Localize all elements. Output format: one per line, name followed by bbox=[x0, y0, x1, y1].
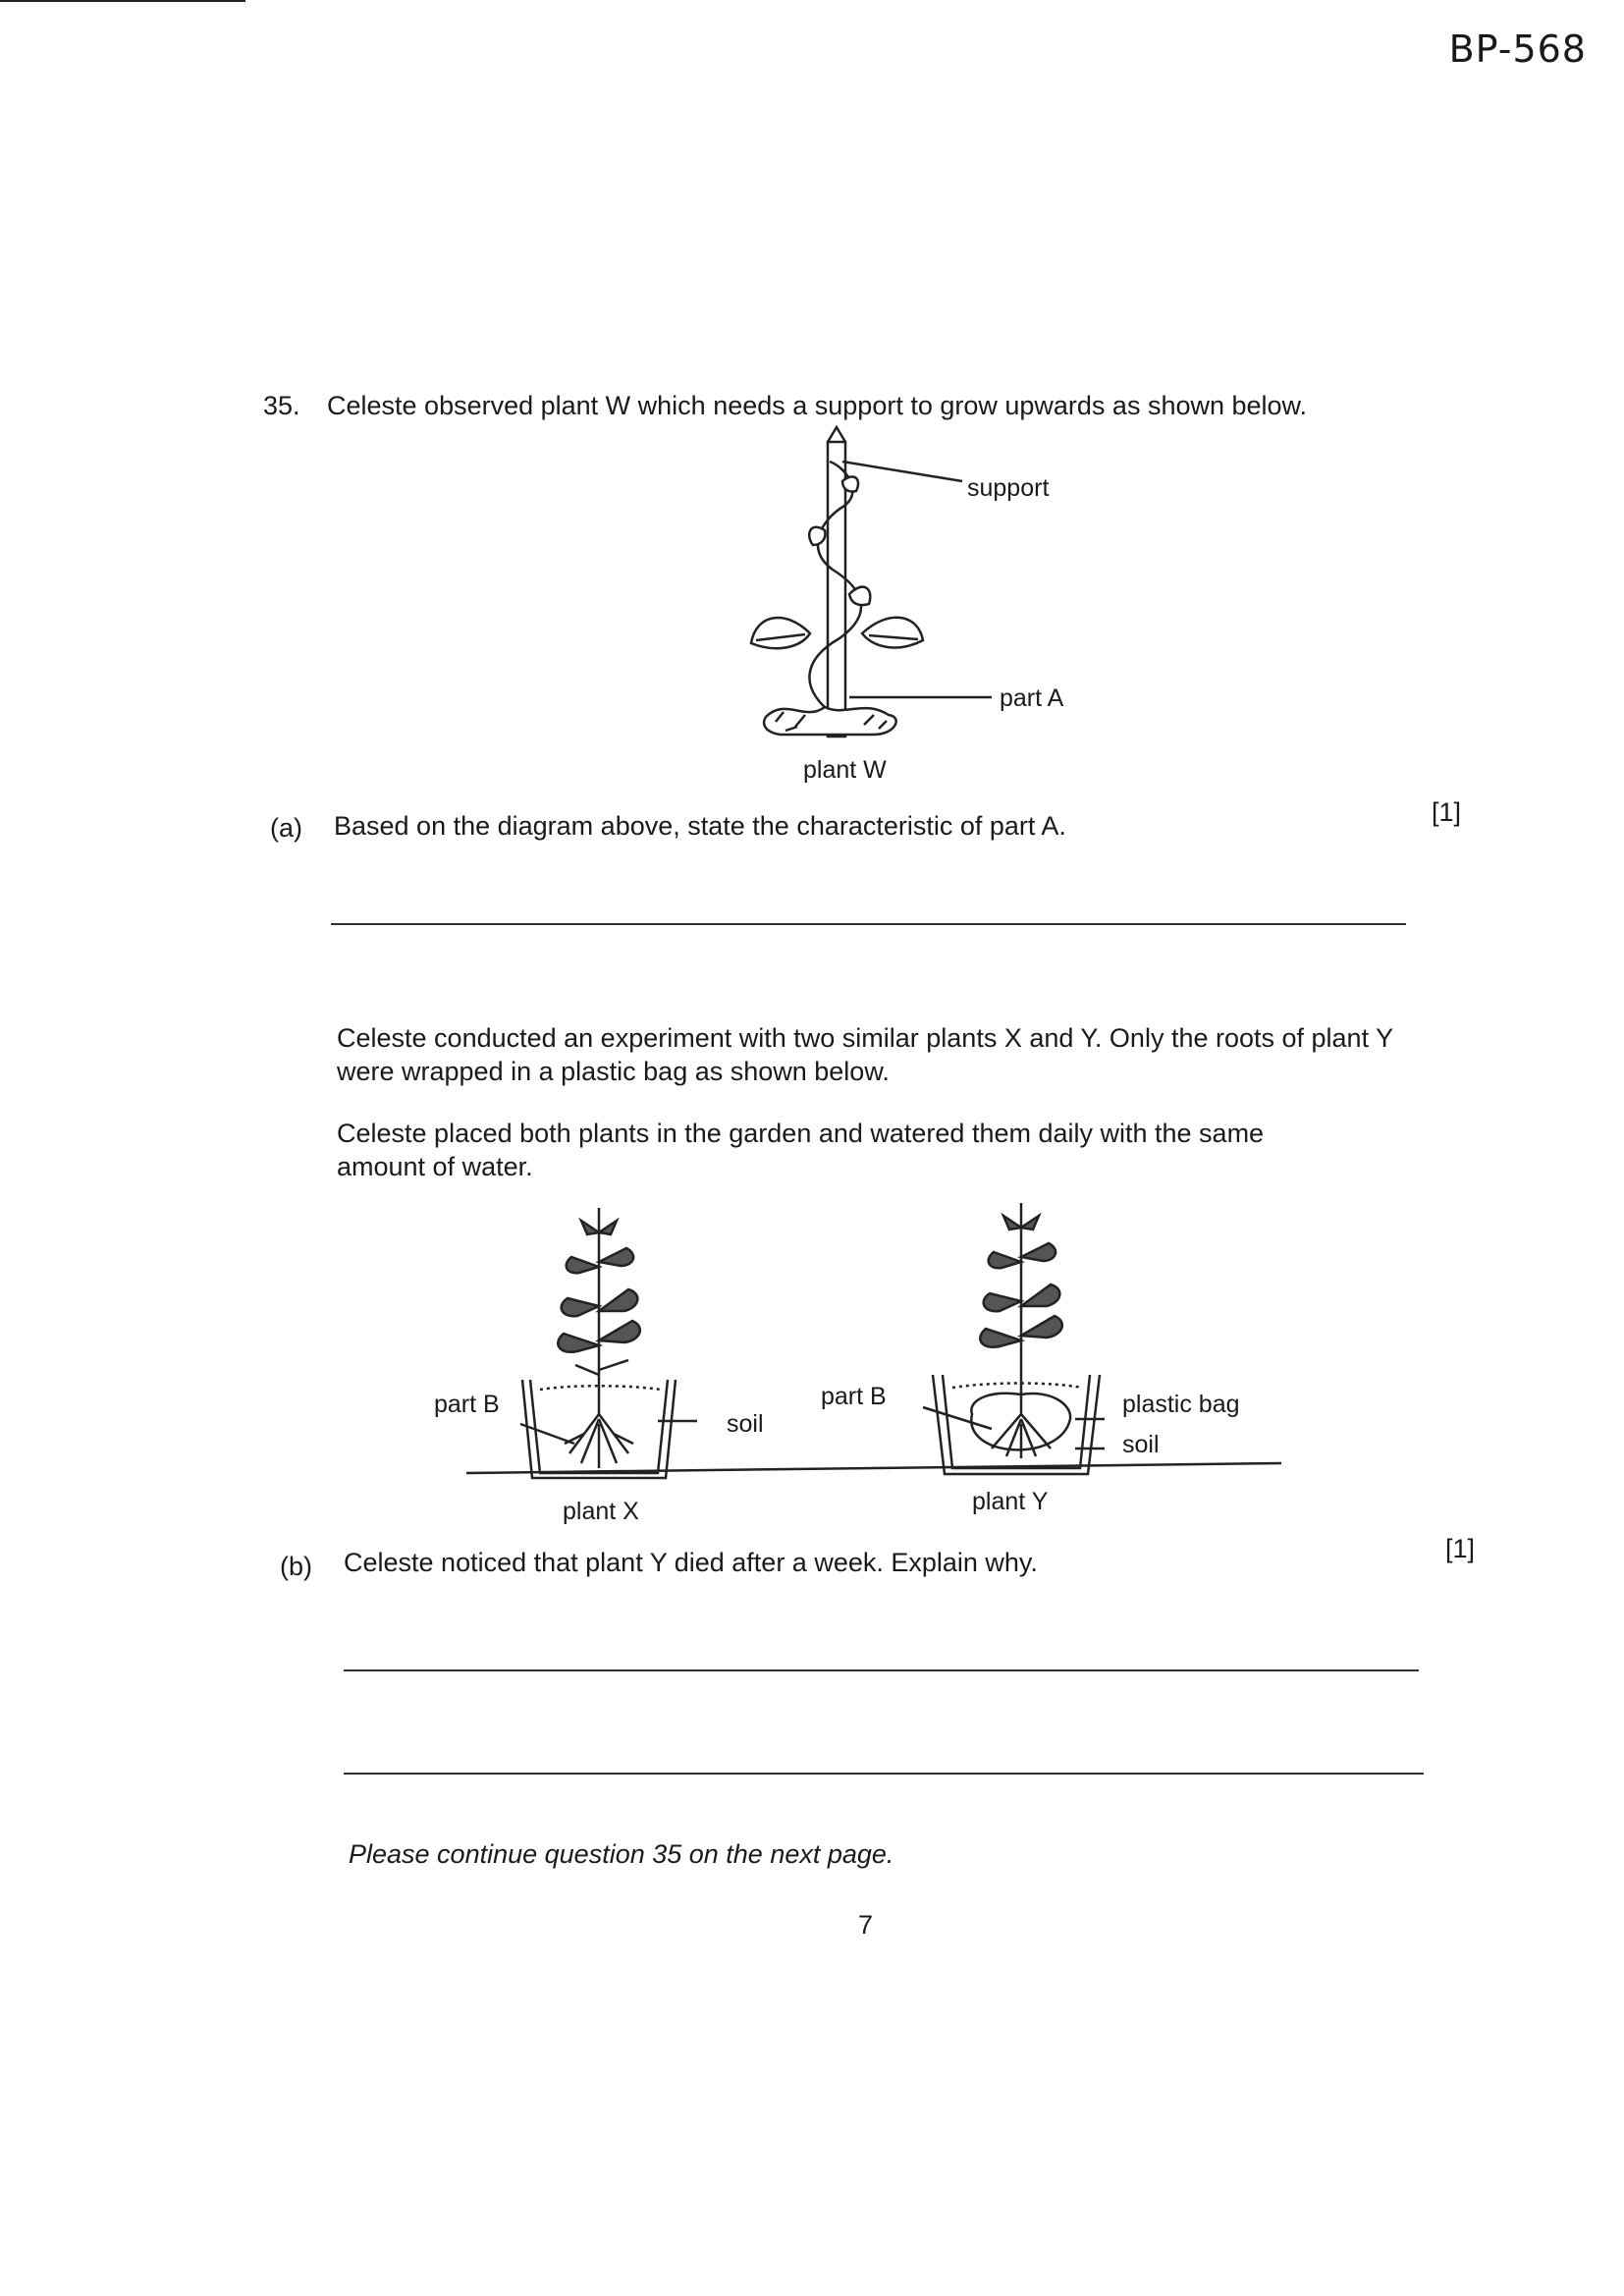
plant-x-part-b-label: part B bbox=[434, 1391, 500, 1418]
plant-y-part-b-label: part B bbox=[821, 1383, 887, 1410]
part-a-label-text: (a) bbox=[270, 813, 302, 843]
plant-x-drawing bbox=[520, 1208, 697, 1478]
question-number: 35. bbox=[263, 391, 300, 420]
question-intro: Celeste observed plant W which needs a support to grow upwards as shown below. bbox=[327, 391, 1308, 420]
plant-y-soil-label: soil bbox=[1122, 1431, 1160, 1458]
support-label-line bbox=[842, 462, 962, 481]
part-a-label: part A bbox=[1000, 684, 1064, 712]
plant-x-soil-label: soil bbox=[727, 1410, 764, 1438]
plant-w-diagram bbox=[727, 422, 1119, 795]
support-label: support bbox=[967, 474, 1050, 502]
plants-xy-diagram bbox=[461, 1193, 1296, 1488]
soil-tuft bbox=[764, 707, 896, 735]
plant-y-caption: plant Y bbox=[972, 1488, 1049, 1515]
leaf bbox=[751, 618, 810, 648]
experiment-para-2: Celeste placed both plants in the garden and watered them daily with the same amount of water. bbox=[337, 1119, 1265, 1181]
part-b-question: Celeste noticed that plant Y died after a week. Explain why. bbox=[344, 1548, 1038, 1577]
paper-code: BP-568 bbox=[1448, 27, 1587, 71]
answer-line-b1[interactable] bbox=[344, 1669, 1419, 1671]
part-a-marks: [1] bbox=[1432, 797, 1462, 827]
part-b-label-text: (b) bbox=[280, 1552, 312, 1581]
leaf bbox=[842, 476, 858, 491]
ground-line bbox=[466, 1463, 1281, 1473]
part-a-question: Based on the diagram above, state the characteristic of part A. bbox=[334, 811, 1066, 841]
plant-x-caption: plant X bbox=[563, 1498, 639, 1525]
plant-y-drawing bbox=[923, 1203, 1105, 1474]
plant-y-bag-label: plastic bag bbox=[1122, 1391, 1240, 1418]
leaf bbox=[849, 587, 870, 606]
experiment-para-1: Celeste conducted an experiment with two similar plants X and Y. Only the roots of plant Y were wrapped in a plastic bag as shown below. bbox=[337, 1023, 1393, 1086]
page-number: 7 bbox=[858, 1910, 874, 1940]
top-edge-line bbox=[0, 0, 245, 2]
leaf bbox=[862, 618, 923, 648]
leaf bbox=[809, 527, 825, 545]
answer-line-b2[interactable] bbox=[344, 1773, 1424, 1775]
plant-w-caption: plant W bbox=[803, 756, 887, 784]
part-b-marks: [1] bbox=[1445, 1534, 1476, 1563]
answer-line-a[interactable] bbox=[331, 923, 1406, 925]
continue-note: Please continue question 35 on the next page. bbox=[349, 1839, 894, 1869]
